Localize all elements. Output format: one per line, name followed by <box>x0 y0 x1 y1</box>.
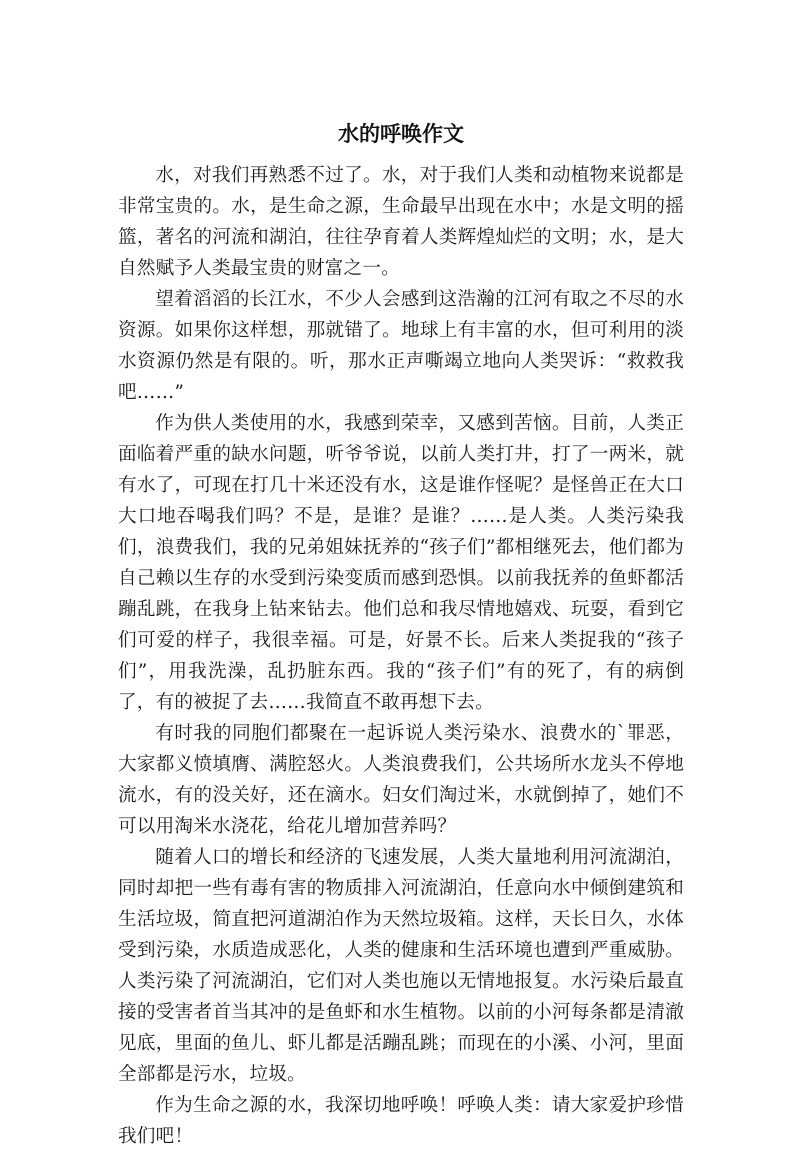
paragraph-5: 随着人口的增长和经济的飞速发展，人类大量地利用河流湖泊，同时却把一些有毒有害的物质排入河流湖泊，任意向水中倾倒建筑和生活垃圾，简直把河道湖泊作为天然垃圾箱。这样，天长日久，水体受到污染，水质造成恶化，人类的健康和生活环境也遭到严重威胁。人类污染了河流湖泊，它们对人类也施以无情地报复。水污染后最直接的受害者首当其冲的是鱼虾和水生植物。以前的小河每条都是清澈见底，里面的鱼儿、虾儿都是活蹦乱跳；而现在的小溪、小河，里面全部都是污水，垃圾。 <box>118 847 684 1085</box>
document-title: 水的呼唤作文 <box>338 122 464 146</box>
paragraph-4: 有时我的同胞们都聚在一起诉说人类污染水、浪费水的`罪恶，大家都义愤填膺、满腔怒火。人类浪费我们，公共场所水龙头不停地流水，有的没关好，还在滴水。妇女们淘过米，水就倒掉了，她们不可以用淘米水浇花，给花儿增加营养吗？ <box>118 723 684 837</box>
paragraph-6: 作为生命之源的水，我深切地呼唤！呼唤人类：请大家爱护珍惜我们吧！ <box>118 1095 684 1147</box>
document-page <box>118 118 684 1152</box>
paragraph-2: 望着滔滔的长江水，不少人会感到这浩瀚的江河有取之不尽的水资源。如果你这样想，那就错了。地球上有丰富的水，但可利用的淡水资源仍然是有限的。听，那水正声嘶竭立地向人类哭诉：“救救我吧……” <box>118 289 684 403</box>
paragraph-1: 水，对我们再熟悉不过了。水，对于我们人类和动植物来说都是非常宝贵的。水，是生命之源，生命最早出现在水中；水是文明的摇篮，著名的河流和湖泊，往往孕育着人类辉煌灿烂的文明；水，是大自然赋予人类最宝贵的财富之一。 <box>118 165 684 279</box>
paragraph-3: 作为供人类使用的水，我感到荣幸，又感到苦恼。目前，人类正面临着严重的缺水问题，听爷爷说，以前人类打井，打了一两米，就有水了，可现在打几十米还没有水，这是谁作怪呢？是怪兽正在大口大口地吞喝我们吗？不是，是谁？是谁？……是人类。人类污染我们，浪费我们，我的兄弟姐妹抚养的“孩子们”都相继死去，他们都为自己赖以生存的水受到污染变质而感到恐惧。以前我抚养的鱼虾都活蹦乱跳，在我身上钻来钻去。他们总和我尽情地嬉戏、玩耍，看到它们可爱的样子，我很幸福。可是，好景不长。后来人类捉我的“孩子们”，用我洗澡，乱扔脏东西。我的“孩子们”有的死了，有的病倒了，有的被捉了去……我简直不敢再想下去。 <box>118 413 684 713</box>
